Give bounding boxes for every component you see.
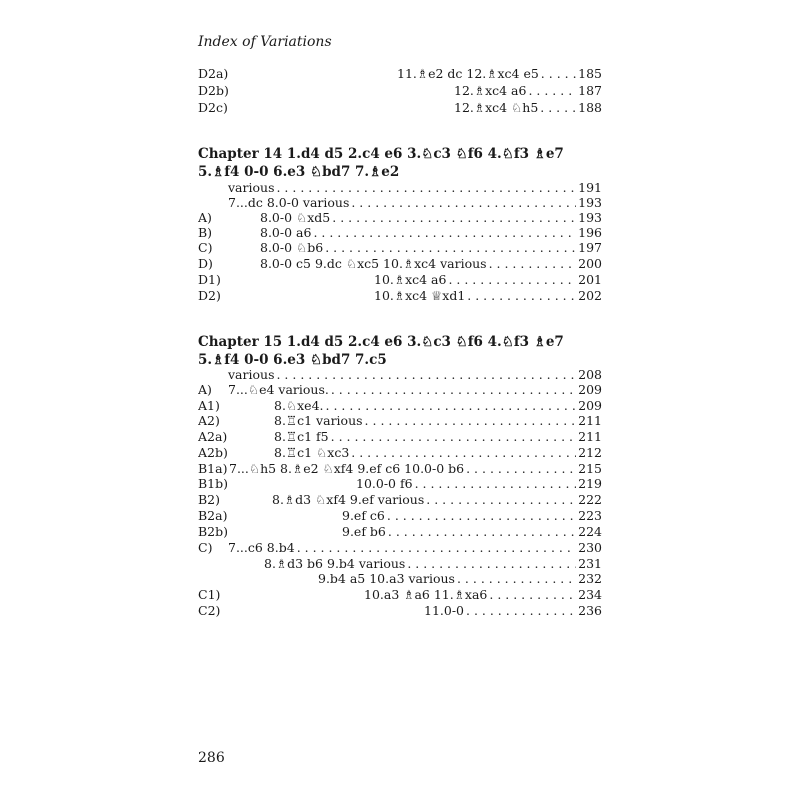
page-ref: 224 — [578, 524, 602, 539]
page-number: 286 — [198, 750, 225, 766]
variation-label: A1) — [198, 398, 220, 413]
index-row — [198, 571, 602, 587]
page-ref: 193 — [578, 210, 602, 225]
variation-label: B) — [198, 225, 213, 240]
index-row — [198, 83, 602, 99]
index-row — [198, 540, 602, 556]
index-row — [198, 288, 602, 304]
page-ref: 236 — [578, 603, 602, 618]
index-row — [198, 240, 602, 256]
page-ref: 200 — [578, 256, 602, 271]
variation-label: D2b) — [198, 83, 229, 98]
page-ref: 212 — [578, 445, 602, 460]
variation-moves: 8.0-0 ♘xd5 — [260, 210, 331, 225]
variation-moves: 7...♘e4 various. — [228, 382, 329, 397]
variation-label: B2) — [198, 492, 221, 507]
variation-moves: 9.ef b6 — [342, 524, 386, 539]
variation-moves: 9.b4 a5 10.a3 various — [318, 571, 455, 586]
index-row — [198, 603, 602, 619]
page-ref: 208 — [578, 367, 602, 382]
index-row — [198, 524, 602, 540]
variation-moves: 12.♗xc4 ♘h5 — [454, 100, 539, 115]
page-ref: 219 — [578, 476, 602, 491]
index-row — [198, 225, 602, 241]
variation-moves: 11.♗e2 dc 12.♗xc4 e5 — [397, 66, 539, 81]
variation-moves: 10.a3 ♗a6 11.♗xa6 — [364, 587, 488, 602]
variation-moves: 8.♖c1 ♘xc3 — [274, 445, 350, 460]
variation-moves: 12.♗xc4 a6 — [454, 83, 527, 98]
variation-moves: 7...dc 8.0-0 various — [228, 195, 350, 210]
variation-moves: 11.0-0 — [424, 603, 465, 618]
variation-moves: 9.ef c6 — [342, 508, 385, 523]
index-row — [198, 445, 602, 461]
page-ref: 209 — [578, 382, 602, 397]
variation-label: D2a) — [198, 66, 229, 81]
page-ref: 187 — [578, 83, 602, 98]
index-row — [198, 492, 602, 508]
page-ref: 232 — [578, 571, 602, 586]
variation-label: D2c) — [198, 100, 228, 115]
page-ref: 215 — [578, 461, 602, 476]
variation-label: C2) — [198, 603, 221, 618]
index-row — [198, 556, 602, 572]
variation-moves: various — [228, 367, 275, 382]
variation-label: A2) — [198, 413, 220, 428]
variation-moves: 7...c6 8.b4 — [228, 540, 295, 555]
index-row — [198, 461, 602, 477]
variation-label: A2a) — [198, 429, 228, 444]
variation-moves: 8.♗d3 b6 9.b4 various — [264, 556, 406, 571]
variation-label: A) — [198, 210, 212, 225]
page-ref: 196 — [578, 225, 602, 240]
index-row — [198, 210, 602, 226]
index-row — [198, 195, 602, 211]
page-ref: 231 — [578, 556, 602, 571]
page-ref: 185 — [578, 66, 602, 81]
variation-moves: 8.0-0 c5 9.dc ♘xc5 10.♗xc4 various — [260, 256, 487, 271]
variation-moves: 8.0-0 ♘b6 — [260, 240, 324, 255]
index-row — [198, 367, 602, 383]
page-ref: 201 — [578, 272, 602, 287]
variation-label: B1a) — [198, 461, 228, 476]
variation-label: D) — [198, 256, 213, 271]
index-row — [198, 382, 602, 398]
page-ref: 234 — [578, 587, 602, 602]
chapter-15-title: Chapter 15 1.d4 d5 2.c4 e6 3.♘c3 ♘f6 4.♘f3 ♗e7 5.♗f4 0-0 6.e3 ♘bd7 7.c5 — [198, 334, 564, 368]
page-ref: 223 — [578, 508, 602, 523]
variation-moves: 8.♘xe4. — [274, 398, 324, 413]
variation-moves: 7...♘h5 8.♗e2 ♘xf4 9.ef c6 10.0-0 b6 — [229, 461, 465, 476]
index-row — [198, 476, 602, 492]
page-ref: 211 — [578, 429, 602, 444]
variation-label: A2b) — [198, 445, 228, 460]
index-row — [198, 413, 602, 429]
page-ref: 230 — [578, 540, 602, 555]
page-ref: 202 — [578, 288, 602, 303]
variation-moves: 10.0-0 f6 — [356, 476, 413, 491]
index-row — [198, 587, 602, 603]
variation-moves: 10.♗xc4 ♕xd1 — [374, 288, 466, 303]
variation-label: A) — [198, 382, 212, 397]
variation-moves: various — [228, 180, 275, 195]
variation-label: C) — [198, 540, 213, 555]
page-ref: 188 — [578, 100, 602, 115]
page-ref: 197 — [578, 240, 602, 255]
variation-moves: 8.♗d3 ♘xf4 9.ef various — [272, 492, 425, 507]
variation-moves: 8.♖c1 various — [274, 413, 363, 428]
index-row — [198, 508, 602, 524]
variation-label: D1) — [198, 272, 221, 287]
page-ref: 193 — [578, 195, 602, 210]
page-ref: 209 — [578, 398, 602, 413]
page-ref: 191 — [578, 180, 602, 195]
variation-label: C) — [198, 240, 213, 255]
chapter-14-title: Chapter 14 1.d4 d5 2.c4 e6 3.♘c3 ♘f6 4.♘f3 ♗e7 5.♗f4 0-0 6.e3 ♘bd7 7.♗e2 — [198, 146, 564, 180]
index-row — [198, 100, 602, 116]
running-header: Index of Variations — [198, 34, 332, 50]
index-row — [198, 180, 602, 196]
variation-moves: 8.0-0 a6 — [260, 225, 312, 240]
index-row — [198, 398, 602, 414]
index-row — [198, 429, 602, 445]
index-row — [198, 256, 602, 272]
index-row — [198, 66, 602, 82]
variation-label: B1b) — [198, 476, 229, 491]
index-row — [198, 272, 602, 288]
variation-label: B2a) — [198, 508, 228, 523]
variation-label: D2) — [198, 288, 221, 303]
variation-moves: 8.♖c1 f5 — [274, 429, 329, 444]
variation-label: C1) — [198, 587, 221, 602]
page-ref: 211 — [578, 413, 602, 428]
page-ref: 222 — [578, 492, 602, 507]
variation-moves: 10.♗xc4 a6 — [374, 272, 447, 287]
variation-label: B2b) — [198, 524, 229, 539]
